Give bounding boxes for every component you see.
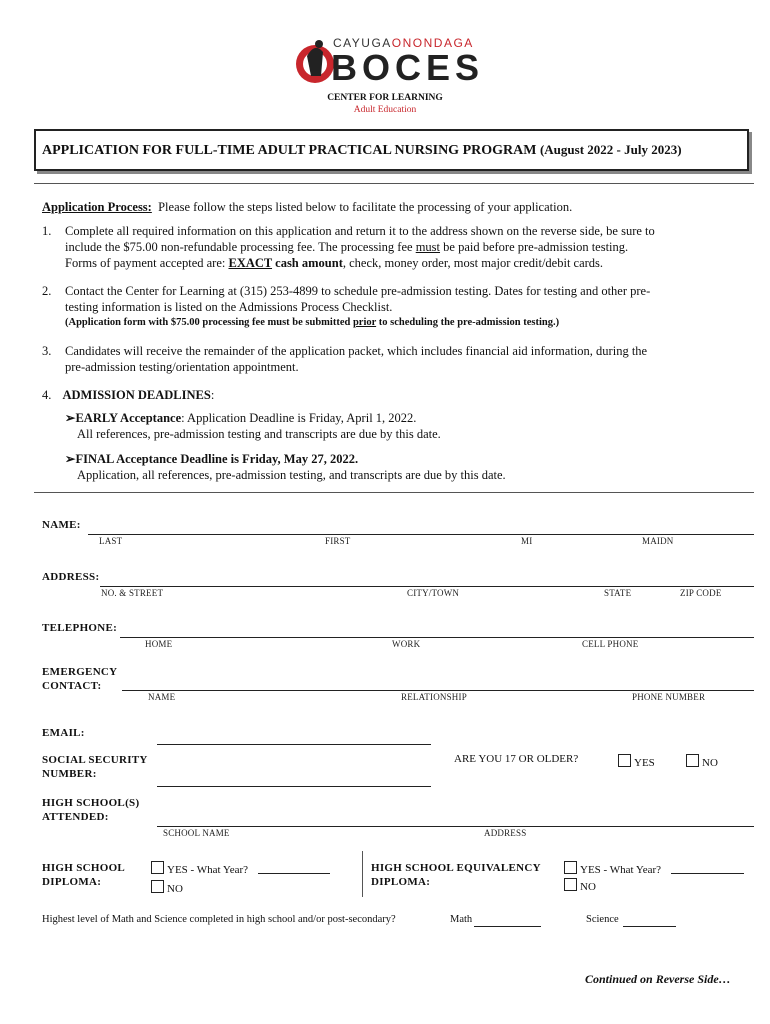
work-caption: WORK	[392, 639, 421, 649]
final-deadline: ➢FINAL Acceptance Deadline is Friday, May 27, 2022. Application, all references, pre-admission testing, and transcripts are due by this date.	[65, 452, 506, 482]
math-field[interactable]	[474, 926, 541, 927]
center-subtitle: Adult Education	[353, 105, 417, 115]
center-title: CENTER FOR LEARNING	[327, 93, 443, 103]
address-label: ADDRESS:	[42, 571, 100, 583]
mi-caption: MI	[521, 536, 533, 546]
address-field[interactable]	[100, 586, 754, 587]
vertical-divider	[362, 851, 363, 897]
age-question: ARE YOU 17 OR OLDER?	[454, 753, 579, 765]
process-intro: Application Process: Please follow the steps listed below to facilitate the processing of your application.	[42, 200, 573, 214]
ssn-field[interactable]	[157, 786, 431, 787]
diploma-yes-checkbox[interactable]	[151, 861, 164, 874]
diploma-year-field[interactable]	[258, 873, 330, 874]
age-no-option[interactable]: NO	[686, 754, 718, 769]
equiv-year-field[interactable]	[671, 873, 744, 874]
math-label: Math	[450, 914, 473, 925]
equiv-yes-option[interactable]: YES - What Year?	[564, 861, 661, 876]
page-title: APPLICATION FOR FULL-TIME ADULT PRACTICAL NURSING PROGRAM (August 2022 - July 2023)	[42, 142, 682, 158]
age-yes-checkbox[interactable]	[618, 754, 631, 767]
first-caption: FIRST	[325, 536, 351, 546]
science-label: Science	[586, 914, 619, 925]
age-no-checkbox[interactable]	[686, 754, 699, 767]
emergency-field[interactable]	[122, 690, 754, 691]
age-yes-option[interactable]: YES	[618, 754, 655, 769]
equivalency-label: HIGH SCHOOL EQUIVALENCY DIPLOMA:	[371, 862, 541, 888]
diploma-no-checkbox[interactable]	[151, 880, 164, 893]
phone-caption: PHONE NUMBER	[632, 692, 706, 702]
equiv-yes-checkbox[interactable]	[564, 861, 577, 874]
zip-caption: ZIP CODE	[680, 588, 722, 598]
hs-attended-field[interactable]	[157, 826, 754, 827]
step-4: 4. ADMISSION DEADLINES:	[42, 388, 215, 402]
logo-top-text: CAYUGAONONDAGA	[333, 36, 474, 50]
section-separator	[34, 492, 754, 493]
equiv-no-option[interactable]: NO	[564, 878, 596, 893]
ssn-label: SOCIAL SECURITY NUMBER:	[42, 754, 148, 780]
emergency-label: EMERGENCY CONTACT:	[42, 666, 118, 692]
relationship-caption: RELATIONSHIP	[401, 692, 467, 702]
school-address-caption: ADDRESS	[484, 828, 527, 838]
cell-caption: CELL PHONE	[582, 639, 639, 649]
diploma-yes-option[interactable]: YES - What Year?	[151, 861, 248, 876]
telephone-field[interactable]	[120, 637, 754, 638]
name-label: NAME:	[42, 519, 81, 531]
logo-main-text: BOCES	[331, 47, 485, 88]
maidn-caption: MAIDN	[642, 536, 674, 546]
title-separator	[34, 183, 754, 184]
name-field[interactable]	[88, 534, 754, 535]
diploma-no-option[interactable]: NO	[151, 880, 183, 895]
hs-attended-label: HIGH SCHOOL(S) ATTENDED:	[42, 797, 140, 823]
state-caption: STATE	[604, 588, 632, 598]
equiv-no-checkbox[interactable]	[564, 878, 577, 891]
telephone-label: TELEPHONE:	[42, 622, 118, 634]
early-deadline: ➢EARLY Acceptance: Application Deadline is Friday, April 1, 2022. All references, pre-admission testing and transcripts are due by this date.	[65, 411, 441, 441]
continued-note: Continued on Reverse Side…	[585, 972, 731, 986]
email-field[interactable]	[157, 744, 431, 745]
diploma-label: HIGH SCHOOL DIPLOMA:	[42, 862, 126, 888]
ename-caption: NAME	[148, 692, 176, 702]
boces-logo	[293, 36, 488, 88]
city-caption: CITY/TOWN	[407, 588, 460, 598]
home-caption: HOME	[145, 639, 173, 649]
last-caption: LAST	[99, 536, 123, 546]
street-caption: NO. & STREET	[101, 588, 164, 598]
school-name-caption: SCHOOL NAME	[163, 828, 230, 838]
email-label: EMAIL:	[42, 727, 85, 739]
highest-level-question: Highest level of Math and Science completed in high school and/or post-secondary?	[42, 914, 396, 925]
science-field[interactable]	[623, 926, 676, 927]
